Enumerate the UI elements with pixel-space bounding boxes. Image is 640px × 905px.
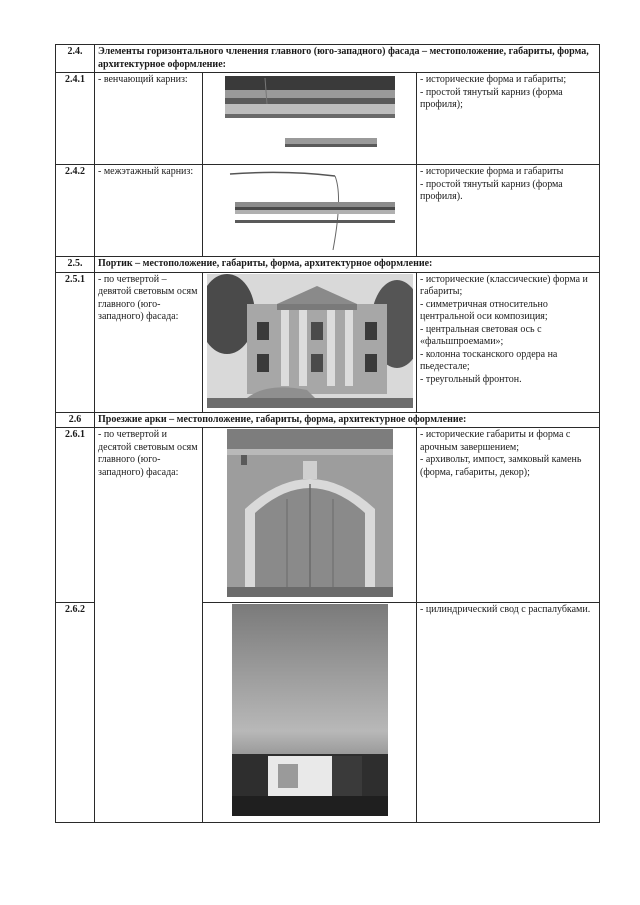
- feature-line: - исторические форма и габариты;: [420, 74, 567, 85]
- cornice-interfloor-photo: [225, 166, 395, 250]
- location-cell: - по четвертой – девятой световым осям главного (юго-западного) фасада:: [95, 272, 203, 412]
- row-number: 2.6: [56, 412, 95, 428]
- features-cell: [417, 73, 600, 165]
- photo-cell: [203, 272, 417, 412]
- row-number: 2.5.1: [56, 272, 95, 412]
- section-row-2-4: [56, 45, 600, 73]
- location-cell: - межэтажный карниз:: [95, 165, 203, 257]
- vault-interior-photo: [232, 604, 388, 816]
- feature-line: - центральная световая ось с «фальшпроемами»;: [420, 323, 542, 347]
- features-cell: [417, 272, 600, 412]
- feature-line: - простой тянутый карниз (форма профиля).: [420, 178, 563, 202]
- features-cell: [417, 165, 600, 257]
- features-cell: [417, 603, 600, 823]
- photo-cell: [203, 603, 417, 823]
- feature-line: - архивольт, импост, замковый камень (форма, габариты, декор);: [420, 454, 582, 478]
- feature-line: - симметричная относительно центральной оси композиция;: [420, 298, 548, 322]
- row-number: 2.4.1: [56, 73, 95, 165]
- archway-facade-photo: [227, 429, 393, 597]
- location-cell: - по четвертой и десятой световым осям главного (юго-западного) фасада:: [95, 428, 203, 823]
- section-title: Портик – местоположение, габариты, форма, архитектурное оформление:: [95, 257, 600, 273]
- photo-cell: [203, 73, 417, 165]
- feature-line: - треугольный фронтон.: [420, 373, 522, 385]
- row-number: 2.5.: [56, 257, 95, 273]
- features-cell: [417, 428, 600, 603]
- feature-line: - исторические форма и габариты: [420, 166, 564, 177]
- table-row-2-4-1: [56, 73, 600, 165]
- table-row-2-5-1: [56, 272, 600, 412]
- location-cell: - венчающий карниз:: [95, 73, 203, 165]
- feature-line: - простой тянутый карниз (форма профиля);: [420, 86, 563, 110]
- portico-photo: [207, 274, 413, 408]
- feature-line: - исторические габариты и форма с арочным завершением;: [420, 429, 571, 453]
- features-table: [55, 44, 600, 823]
- row-number: 2.6.2: [56, 603, 95, 823]
- table-row-2-4-2: [56, 165, 600, 257]
- section-row-2-6: [56, 412, 600, 428]
- section-title: Элементы горизонтального членения главного (юго-западного) фасада – местоположение, габариты, форма, архитектурное оформление:: [95, 45, 600, 73]
- feature-line: - колонна тосканского ордера на пьедестале;: [420, 348, 558, 372]
- row-number: 2.4.: [56, 45, 95, 73]
- row-number: 2.6.1: [56, 428, 95, 603]
- section-row-2-5: [56, 257, 600, 273]
- feature-line: - цилиндрический свод с распалубками.: [420, 604, 591, 615]
- row-number: 2.4.2: [56, 165, 95, 257]
- feature-line: - исторические (классические) форма и габариты;: [420, 273, 588, 297]
- photo-cell: [203, 428, 417, 603]
- section-title: Проезжие арки – местоположение, габариты, форма, архитектурное оформление:: [95, 412, 600, 428]
- photo-cell: [203, 165, 417, 257]
- table-row-2-6-1: [56, 428, 600, 603]
- cornice-top-photo: [225, 74, 395, 154]
